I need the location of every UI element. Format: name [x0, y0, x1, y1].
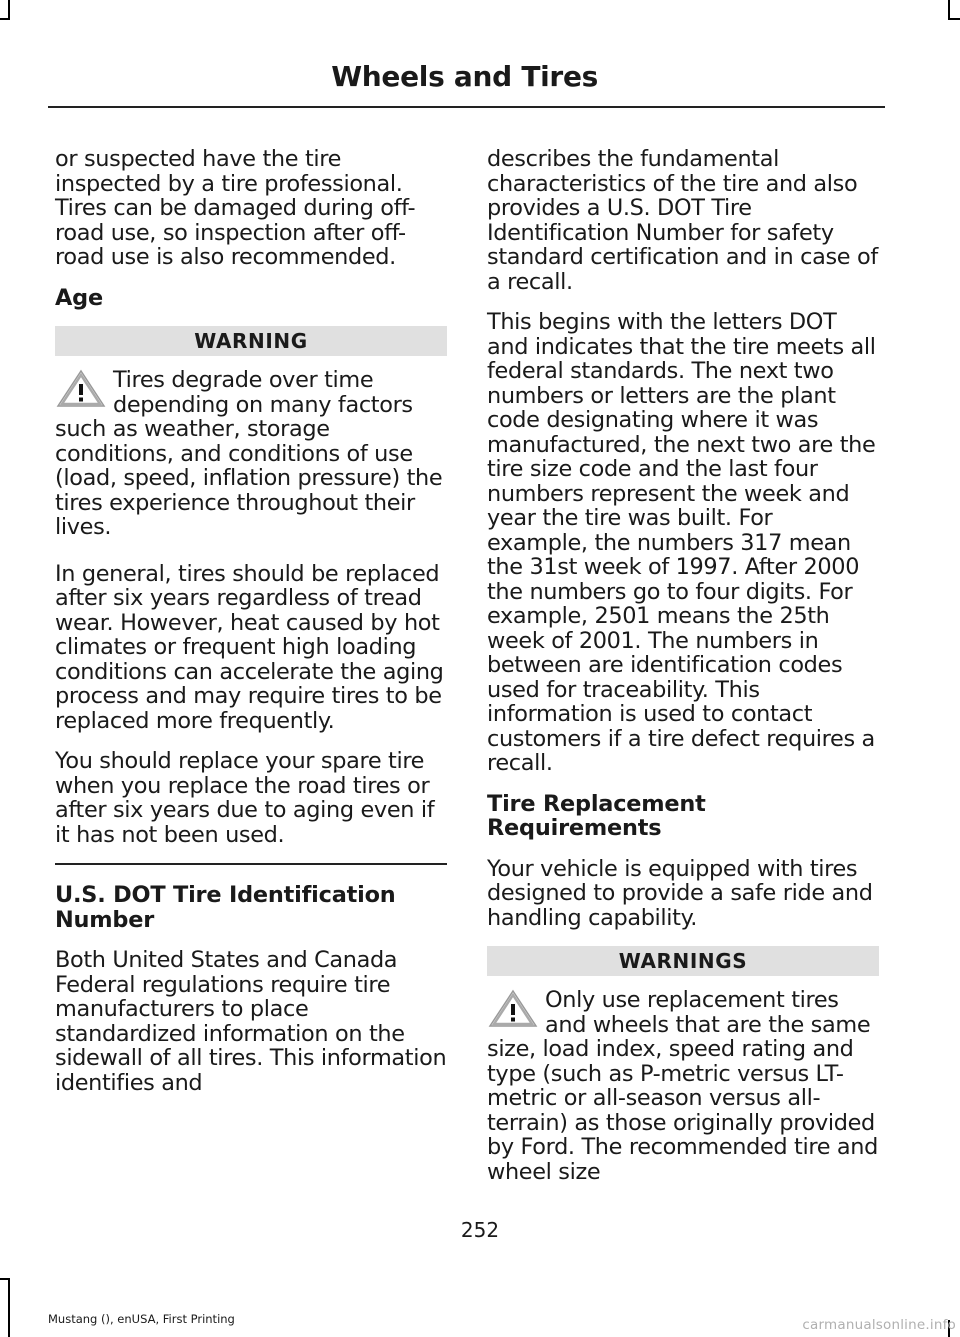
paragraph-general: In general, tires should be replaced after six years regardless of tread wear. However, heat caused by hot climates or frequent high loading conditions can accelerate the aging process and may require tires to be replaced more frequently. [55, 560, 444, 734]
right-column [487, 147, 879, 1206]
crop-mark [948, 0, 950, 18]
warning-box [487, 988, 879, 1184]
warnings-header: WARNINGS [487, 946, 879, 976]
crop-mark [0, 1278, 10, 1280]
paragraph-spare-tire: You should replace your spare tire when you replace the road tires or after six years due to aging even if it has not been used. [55, 748, 435, 848]
paragraph-inspection: or suspected have the tire inspected by a tire professional. Tires can be damaged during off-road use, so inspection after off-road use is also recommended. [55, 146, 416, 270]
section-divider [55, 863, 447, 865]
page-title: Wheels and Tires [331, 60, 598, 93]
warning-text: Tires degrade over time depending on many factors such as weather, storage conditions, and conditions of use (load, speed, inflation pressure) the tires experience throughout their lives. [55, 367, 443, 540]
crop-mark [948, 18, 960, 20]
warning-box [55, 368, 447, 540]
heading-age: Age [55, 284, 103, 311]
paragraph-characteristics: describes the fundamental characteristics of the tire and also provides a U.S. DOT Tire Identification Number for safety standard certification and in case of a recall. [487, 146, 878, 295]
edition-label: Mustang (), enUSA, First Printing [48, 1312, 235, 1326]
warning-triangle-icon [55, 368, 107, 410]
crop-mark [8, 0, 10, 18]
page-number: 252 [460, 1218, 500, 1242]
warning-text: Only use replacement tires and wheels that are the same size, load index, speed rating and type (such as P-metric versus LT-metric or all-season versus all-terrain) as those originally provided by Ford. The recommended tire and wheel size [487, 987, 878, 1185]
heading-tire-replacement: Tire Replacement Requirements [487, 790, 706, 841]
watermark: carmanualsonline.info [802, 1317, 956, 1333]
heading-dot-tin: U.S. DOT Tire Identification Number [55, 882, 396, 933]
crop-mark [8, 1278, 10, 1337]
paragraph-dot-letters: This begins with the letters DOT and indicates that the tire meets all federal standards. The next two numbers or letters are the plant code designating where it was manufactured, the next two are the tire size code and the last four numbers represent the week and year the tire was built. For example, the numbers 317 mean the 31st week of 1997. After 2000 the numbers go to four digits. For example, 2501 means the 25th week of 2001. The numbers in between are identification codes used for traceability. This information is used to contact customers if a tire defect requires a recall. [487, 309, 876, 776]
warning-triangle-icon [487, 988, 539, 1030]
left-column [55, 147, 447, 1111]
header-divider [48, 106, 885, 108]
warning-header: WARNING [55, 326, 447, 356]
paragraph-equipped: Your vehicle is equipped with tires designed to provide a safe ride and handling capability. [487, 855, 873, 931]
crop-mark [0, 18, 10, 20]
paragraph-dot-regulations: Both United States and Canada Federal regulations require tire manufacturers to place standardized information on the sidewall of all tires. This information identifies and [55, 947, 447, 1096]
